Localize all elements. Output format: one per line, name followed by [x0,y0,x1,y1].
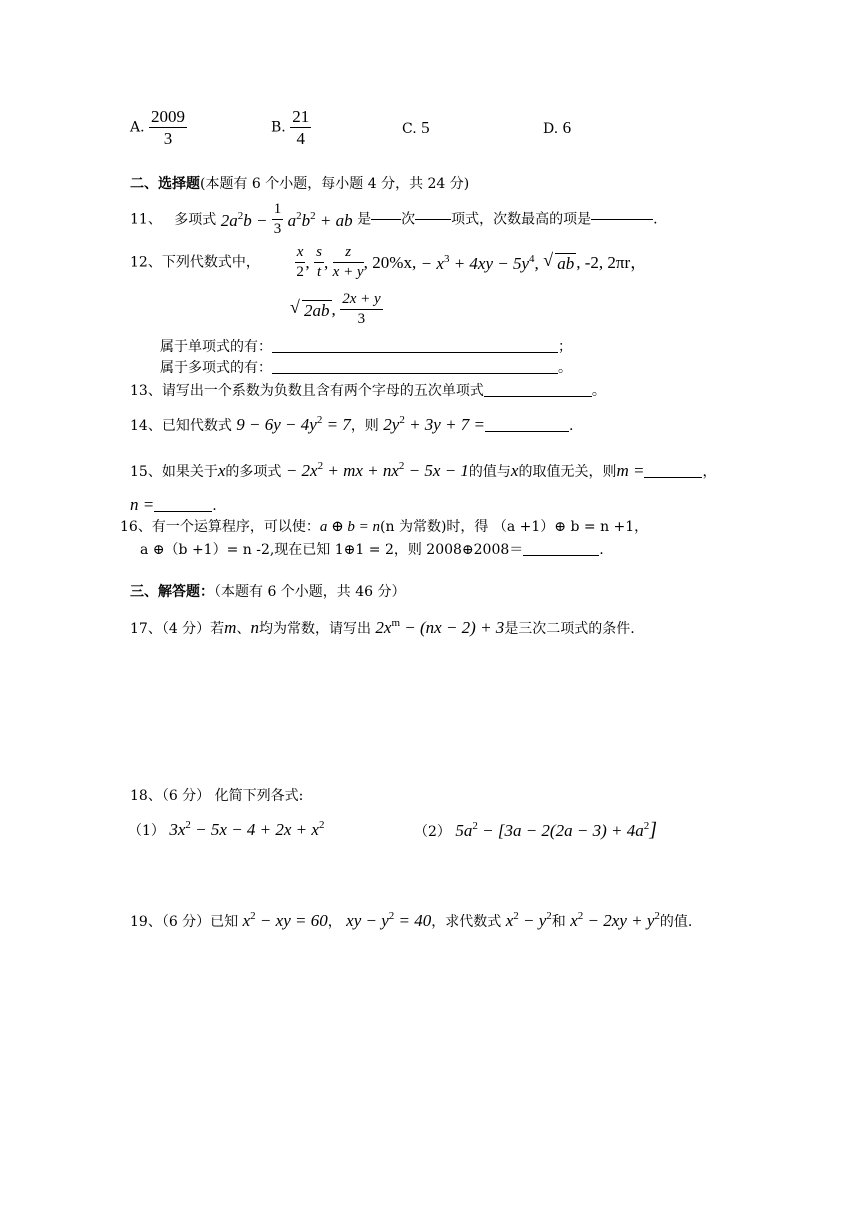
section-2-title: 二、选择题 [130,176,200,192]
q17-sep: 、 [236,621,251,637]
option-b-numerator: 21 [292,107,310,126]
q15-n-eq: n = [130,495,155,514]
option-a-numerator: 2009 [151,107,186,126]
q17-var-n: n [250,618,259,637]
question-16-line1 [120,520,648,535]
q12-poly-part2: + 4xy − 5y [453,253,530,273]
q12-percent-term: 20%x [372,253,412,272]
q12-frac-st-num: s [314,245,324,263]
option-a-fraction [149,108,187,147]
q18-p2a: 5a [455,821,473,840]
option-c [402,119,430,136]
q15-var-x: x [217,461,226,480]
q15-end: . [212,498,217,514]
q19-sup2: 2 [388,910,395,922]
q11-expression2 [288,211,353,230]
q17-end: 是三次二项式的条件. [504,621,635,637]
q12-frac-x2-num: x [295,245,306,263]
question-12-line2: √ 2ab , $\frac{2x + y}{3}$ [290,291,381,327]
q19-sep: ， [327,914,342,930]
q19-e3a: x [505,911,514,930]
q12-poly-sup4: 4 [529,252,535,265]
q12-monomial-blank[interactable] [272,352,558,353]
option-a-denominator: 3 [163,129,173,148]
q15-expr1: − 2x [285,461,318,480]
q12-frac-x2 [295,245,306,280]
q19-end: 的值. [659,914,693,930]
option-b-denominator: 4 [296,129,305,148]
q14-expression2 [383,415,485,434]
section-3-note: （本题有 6 个小题，共 46 分） [214,584,406,600]
q11-term1: 2a [220,210,238,230]
q11-blank-2[interactable] [415,219,451,220]
q12-frac-2xy3-num: 2x + y [340,292,382,310]
q11-fraction [272,202,284,237]
q14-expr1b: = 7 [326,415,351,434]
q12-frac-st [314,245,324,280]
q12-number: 12、 [130,254,162,271]
q13-text: 13、请写出一个系数为负数且含有两个字母的五次单项式 [130,383,484,399]
q19-e4a: x [570,911,578,930]
q14-blank[interactable] [485,431,569,432]
q12-polynomial-end: 。 [558,360,572,376]
q12-frac-st-den: t [316,264,322,280]
q18-p2-sup1: 2 [472,820,478,832]
q11-blank-3[interactable] [591,219,653,220]
question-15-line1 [130,461,716,479]
q14-prefix: 14、已知代数式 [130,418,232,434]
section-2-note: (本题有 6 个小题，每小题 4 分，共 24 分) [200,176,470,192]
q11-mid1: 是 [357,211,372,228]
q19-expr4 [570,911,660,930]
q11-term2b: b [301,210,311,230]
question-18-title [130,789,303,803]
q14-sup2: 2 [399,414,405,426]
option-d-label: D. [543,121,559,137]
q15-mid: 的多项式 [225,464,282,480]
q18-part-1 [128,820,324,838]
option-d-value: 6 [562,118,572,137]
q12-polynomial-line [160,361,572,375]
q12-frac-zxy [333,245,364,280]
q11-number: 11、 [130,211,162,228]
q11-end: . [653,211,658,228]
q12-frac-2xy3-den: 3 [357,311,366,327]
q11-term3: + ab [319,210,353,230]
q17-expr2: − (nx − 2) + 3 [404,618,505,637]
q11-frac-den: 3 [273,221,282,237]
q16-line1a: 16、有一个运算程序，可以使： [120,519,320,535]
q12-monomial-line [160,340,572,354]
q15-mid3: 的取值无关，则 [518,464,617,480]
q14-mid: ，则 [350,418,379,434]
q12-poly-part1: − x [420,253,444,273]
q12-frac-zxy-num: z [333,245,364,263]
q14-expr2a: 2y [383,415,400,434]
q11-sup3: 2 [310,209,316,222]
q16-line1b: a ⊕ b = n [319,519,381,535]
q12-sqrt-2ab-radicand: 2ab [304,301,330,320]
q12-polynomial-blank[interactable] [272,373,558,374]
q15-var-x2: x [510,461,519,480]
q19-sup1: 2 [250,910,256,922]
q11-mid3: 项式，次数最高的项是 [451,211,592,228]
question-14 [130,415,573,433]
q19-prefix: 19、（6 分）已知 [130,914,239,930]
q11-prefix: 多项式 [174,211,217,228]
q13-blank[interactable] [484,396,592,397]
question-17 [130,618,635,636]
q14-expr2b: + 3y + 7 = [409,415,486,434]
q15-blank-m[interactable] [644,477,702,478]
option-c-value: 5 [421,118,430,137]
option-a [130,108,187,147]
q14-sup1: 2 [316,414,323,426]
q15-expression [286,461,469,480]
q11-frac-num: 1 [272,202,284,220]
q19-mid: ，求代数式 [431,914,502,930]
q14-expression1 [236,415,351,434]
q12-polynomial: − $x^3 + 4xy - 5y^4$, [420,252,539,273]
question-11 [130,202,658,237]
q11-mid2: 次 [401,211,416,228]
q15-comma: ， [702,464,717,480]
q12-monomial-end: ； [558,339,572,355]
q19-e2b: = 40 [398,911,432,930]
q18-p2b: − [3a − 2(2a − 3) + 4a [482,821,644,840]
q17-expression [375,618,504,637]
q19-e1a: x [242,911,251,930]
q19-sup4: 2 [546,910,552,922]
q18-p1a: 3x [169,820,186,839]
option-d [543,119,571,136]
q19-expr1 [243,911,328,930]
q15-sup2: 2 [398,460,405,472]
q12-sqrt-ab-radicand: ab [557,254,575,273]
q19-e3b: − y [523,911,547,930]
q19-sup3: 2 [513,910,519,922]
q14-expr1a: 9 − 6y − 4y [236,415,317,434]
q17-var-m: m [224,618,237,637]
q19-e2a: xy − y [346,911,389,930]
option-b-label: B. [271,119,286,136]
q12-rest: , -2, 2πr， [576,253,648,272]
option-b [271,108,311,147]
q18-title: 18、（6 分） 化简下列各式: [130,788,304,804]
q18-part1-label: （1） [128,823,165,839]
option-a-label: A. [130,119,145,136]
option-b-fraction [290,108,311,147]
question-13 [130,384,606,398]
option-c-label: C. [402,121,417,137]
q19-e4b: − 2xy + y [587,911,655,930]
q11-expression: $2a^2b$ − [220,209,272,230]
q18-p1-sup1: 2 [185,819,191,831]
q12-frac-2xy3 [340,292,382,327]
q15-sup1: 2 [317,460,324,472]
q18-part2-label: （2） [414,824,451,840]
question-16-line2 [140,543,604,557]
q18-part-2 [414,820,657,840]
q12-sqrt-2ab: √ 2ab [290,297,330,320]
q16-line2a: a ⊕（b +1）= n -2,现在已知 1⊕1 = 2，则 2008⊕2008＝ [140,542,524,558]
q12-monomial-label: 属于单项式的有： [160,339,272,355]
q11-term1b: b [243,210,252,230]
q18-p1-sup2: 2 [318,819,325,831]
q19-and: 和 [551,914,566,930]
q11-term2: a [287,210,297,230]
q15-expr3: − 5x − 1 [408,461,469,480]
section-3-heading [130,585,406,599]
q16-line1c: (n 为常数)时，得 （a +1）⊕ b = n +1， [380,519,649,535]
q14-end: . [569,418,574,434]
q18-part1-expression [169,820,324,839]
section-3-title: 三、解答题： [130,584,214,600]
q13-end: 。 [591,383,606,399]
q16-blank[interactable] [523,555,599,556]
q12-frac-x2-den: 2 [296,264,304,280]
q15-m-eq: m = [616,461,645,480]
q18-p2-sup2: 2 [643,820,650,832]
q17-prefix: 17、（4 分）若 [130,621,225,637]
q12-polynomial-label: 属于多项式的有： [160,360,272,376]
q17-expr1: 2x [375,618,392,637]
q11-sup: 2 [237,209,244,222]
q18-part2-expression [455,821,657,840]
q19-sup5: 2 [577,910,584,922]
q19-sup6: 2 [654,910,660,922]
q19-expr2 [346,911,431,930]
q15-prefix: 15、如果关于 [130,464,218,480]
q15-expr2: + mx + nx [327,461,399,480]
q12-text: 下列代数式中， [161,254,260,271]
section-2-heading [130,177,469,191]
q12-frac-zxy-den: x + y [332,264,364,280]
q17-mid: 均为常数，请写出 [258,621,371,637]
q15-blank-n[interactable] [154,511,212,512]
q11-blank-1[interactable] [371,219,401,220]
question-12-line1: 12、下列代数式中， $\frac{x}{2}$ , $\frac{s}{t}$ , $\frac{z}{x + y}$ , 20%x, − $x^3 + 4xy - 5y^4$, √ ab , -2, 2πr， [130,244,648,280]
q15-mid2: 的值与 [468,464,511,480]
q18-p2c: ] [649,819,657,841]
q12-sqrt-ab: √ ab [543,250,575,273]
q17-sup: m [391,617,401,629]
q12-poly-sup3: 3 [443,252,450,265]
q19-expr3 [506,911,552,930]
question-15-line2 [130,496,217,513]
q16-end: . [599,542,604,558]
q11-sup2: 2 [296,209,302,222]
q18-p1b: − 5x − 4 + 2x + x [195,820,319,839]
q19-e1b: − xy = 60 [259,911,328,930]
question-19 [130,911,692,929]
